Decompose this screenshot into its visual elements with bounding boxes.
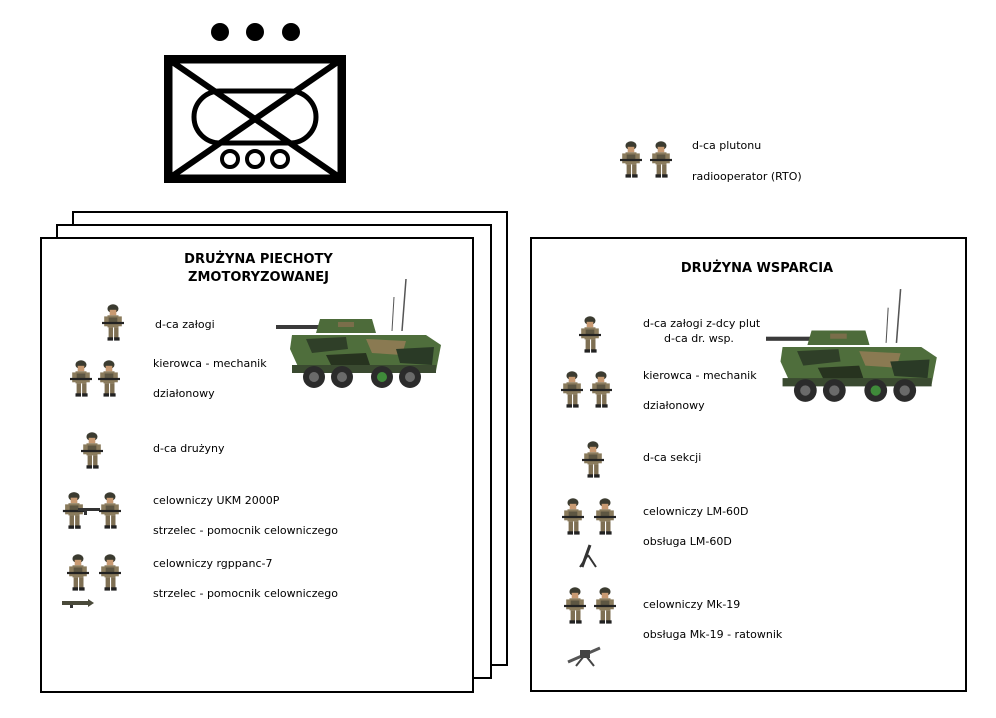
infantry-at-assistant-label: strzelec - pomocnik celowniczego — [153, 587, 338, 600]
rpg-launcher-icon — [60, 598, 94, 608]
infantry-driver-soldier — [70, 359, 92, 399]
support-squad-title: DRUŻYNA WSPARCIA — [680, 261, 834, 276]
support-crew-commander-label-2: d-ca dr. wsp. — [664, 332, 734, 345]
infantry-title-line1: DRUŻYNA PIECHOTY — [184, 252, 333, 267]
support-squad-card — [530, 237, 967, 692]
support-gunner-label: działonowy — [643, 399, 705, 412]
support-gl-gunner-label: celowniczy Mk-19 — [643, 598, 741, 611]
support-crew-commander-label-1: d-ca załogi z-dcy plut — [643, 317, 761, 330]
support-section-leader-label: d-ca sekcji — [643, 451, 702, 464]
infantry-at-assistant-soldier — [99, 553, 121, 593]
support-driver-soldier — [561, 370, 583, 410]
infantry-apc-image — [276, 279, 446, 389]
support-crew-commander-soldier — [579, 315, 601, 355]
support-apc-image — [766, 289, 942, 403]
machine-gun-icon — [78, 505, 100, 515]
mechanized-infantry-symbol — [164, 55, 346, 183]
infantry-squad-card — [40, 237, 474, 693]
infantry-mg-gunner-label: celowniczy UKM 2000P — [153, 494, 280, 507]
infantry-mg-assistant-label: strzelec - pomocnik celowniczego — [153, 524, 338, 537]
infantry-squad-leader-soldier — [81, 431, 103, 471]
support-gl-gunner-soldier — [564, 586, 586, 626]
echelon-dot — [211, 23, 229, 41]
support-gunner-soldier — [590, 370, 612, 410]
infantry-crew-commander-label: d-ca załogi — [155, 318, 215, 331]
hq-soldier-commander — [620, 140, 642, 180]
infantry-crew-commander-soldier — [102, 303, 124, 343]
infantry-mg-assistant-soldier — [99, 491, 121, 531]
support-gl-crew-label: obsługa Mk-19 - ratownik — [643, 628, 783, 641]
support-mortar-crew-soldier — [594, 497, 616, 537]
support-gl-crew-soldier — [594, 586, 616, 626]
infantry-squad-leader-label: d-ca drużyny — [153, 442, 225, 455]
echelon-dot — [246, 23, 264, 41]
support-mortar-crew-label: obsługa LM-60D — [643, 535, 732, 548]
mortar-icon — [576, 543, 598, 569]
infantry-at-gunner-label: celowniczy rgppanc-7 — [153, 557, 273, 570]
support-mortar-gunner-label: celowniczy LM-60D — [643, 505, 749, 518]
grenade-launcher-icon — [566, 642, 604, 668]
infantry-title-line2: ZMOTORYZOWANEJ — [188, 270, 329, 285]
infantry-at-gunner-soldier — [67, 553, 89, 593]
hq-commander-label: d-ca plutonu — [692, 139, 762, 152]
support-section-leader-soldier — [582, 440, 604, 480]
hq-soldier-rto — [650, 140, 672, 180]
infantry-driver-label: kierowca - mechanik — [153, 357, 267, 370]
infantry-gunner-label: działonowy — [153, 387, 215, 400]
echelon-dot — [282, 23, 300, 41]
support-driver-label: kierowca - mechanik — [643, 369, 757, 382]
hq-rto-label: radiooperator (RTO) — [692, 170, 802, 183]
infantry-gunner-soldier — [98, 359, 120, 399]
support-mortar-gunner-soldier — [562, 497, 584, 537]
